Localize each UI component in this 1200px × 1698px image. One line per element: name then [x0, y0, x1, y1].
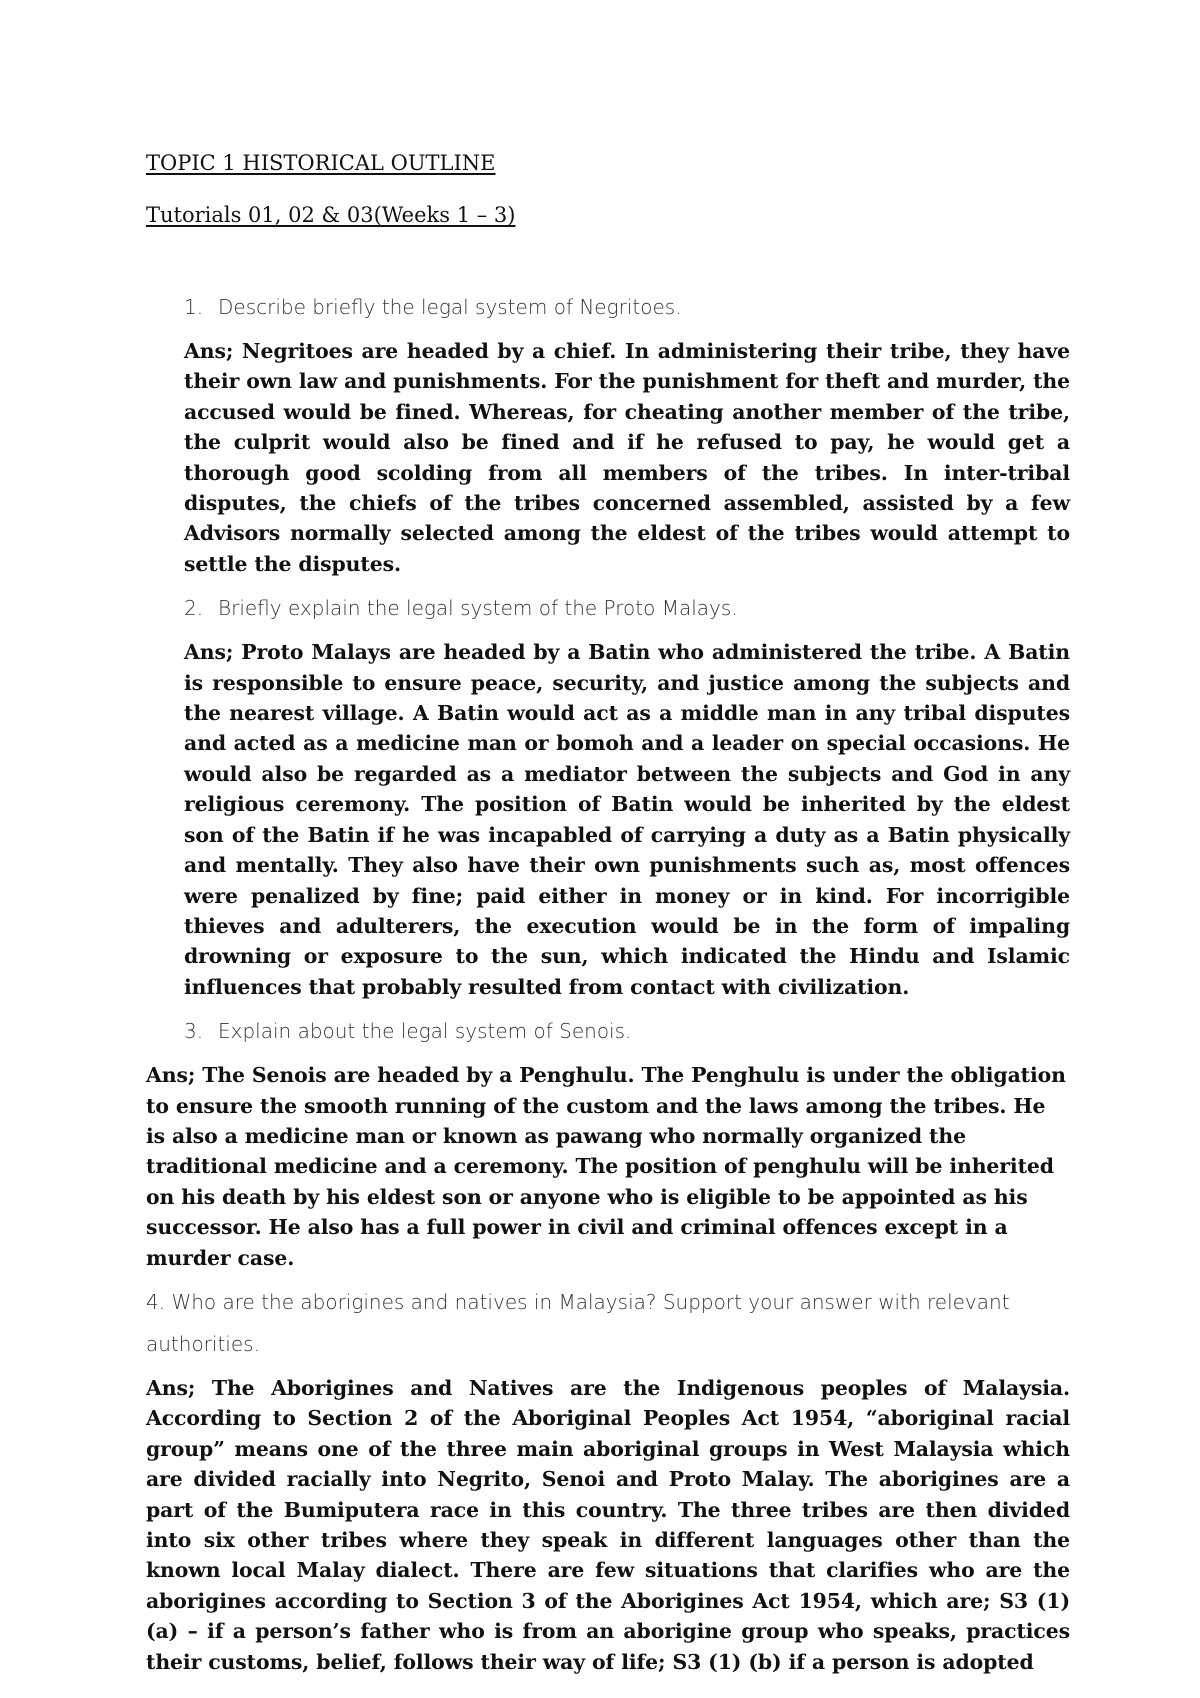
- question-text: Describe briefly the legal system of Negritoes.: [218, 295, 682, 319]
- document-title: TOPIC 1 HISTORICAL OUTLINE: [146, 151, 496, 175]
- question-number: 4.: [146, 1289, 166, 1314]
- question-1: [184, 292, 1070, 322]
- answer-3: Ans; The Senois are headed by a Penghulu. The Penghulu is under the obligation to ensure the smooth running of the custom and the laws among the tribes. He is also a medicine man or known as pawang who normally organized the traditional medicine and a ceremony. The position of penghulu will be inherited on his death by his eldest son or anyone who is eligible to be appointed as his successor. He also has a full power in civil and criminal offences except in a murder case.: [146, 1063, 1066, 1270]
- question-number: 1.: [184, 295, 204, 319]
- answer-4: Ans; The Aborigines and Natives are the Indigenous peoples of Malaysia. According to Section 2 of the Aboriginal Peoples Act 1954, “aboriginal racial group” means one of the three main aboriginal groups in West Malaysia which are divided racially into Negrito, Senoi and Proto Malay. The aborigines are a part of the Bumiputera race in this country. The three tribes are then divided into six other tribes where they speak in different languages other than the known local Malay dialect. There are few situations that clarifies who are the aborigines according to Section 3 of the Aborigines Act 1954, which are; S3 (1)(a) – if a person’s father who is from an aborigine group who speaks, practices their customs, belief, follows their way of life; S3 (1) (b) if a person is adopted: [146, 1375, 1070, 1674]
- question-2: [184, 593, 1070, 623]
- question-number: 2.: [184, 596, 204, 621]
- question-text: Explain about the legal system of Senois.: [218, 1019, 632, 1044]
- question-text: Briefly explain the legal system of the Proto Malays.: [218, 596, 738, 621]
- question-text: Who are the aborigines and natives in Malaysia? Support your answer with relevant: [171, 1289, 1010, 1314]
- question-3: [184, 1016, 1070, 1046]
- question-4-continued: authorities.: [146, 1331, 260, 1356]
- answer-2: Ans; Proto Malays are headed by a Batin who administered the tribe. A Batin is responsible to ensure peace, security, and justice among the subjects and the nearest village. A Batin would act as a middle man in any tribal disputes and acted as a medicine man or bomoh and a leader on special occasions. He would also be regarded as a mediator between the subjects and God in any religious ceremony. The position of Batin would be inherited by the eldest son of the Batin if he was incapabled of carrying a duty as a Batin physically and mentally. They also have their own punishments such as, most offences were penalized by fine; paid either in money or in kind. For incorrigible thieves and adulterers, the execution would be in the form of impaling drowning or exposure to the sun, which indicated the Hindu and Islamic influences that probably resulted from contact with civilization.: [184, 640, 1070, 999]
- answer-1: Ans; Negritoes are headed by a chief. In administering their tribe, they have their own law and punishments. For the punishment for theft and murder, the accused would be fined. Whereas, for cheating another member of the tribe, the culprit would also be fined and if he refused to pay, he would get a thorough good scolding from all members of the tribes. In inter-tribal disputes, the chiefs of the tribes concerned assembled, assisted by a few Advisors normally selected among the eldest of the tribes would attempt to settle the disputes.: [184, 339, 1070, 576]
- question-number: 3.: [184, 1019, 204, 1044]
- document-subtitle: Tutorials 01, 02 & 03(Weeks 1 – 3): [146, 203, 516, 227]
- question-4: [146, 1287, 1070, 1317]
